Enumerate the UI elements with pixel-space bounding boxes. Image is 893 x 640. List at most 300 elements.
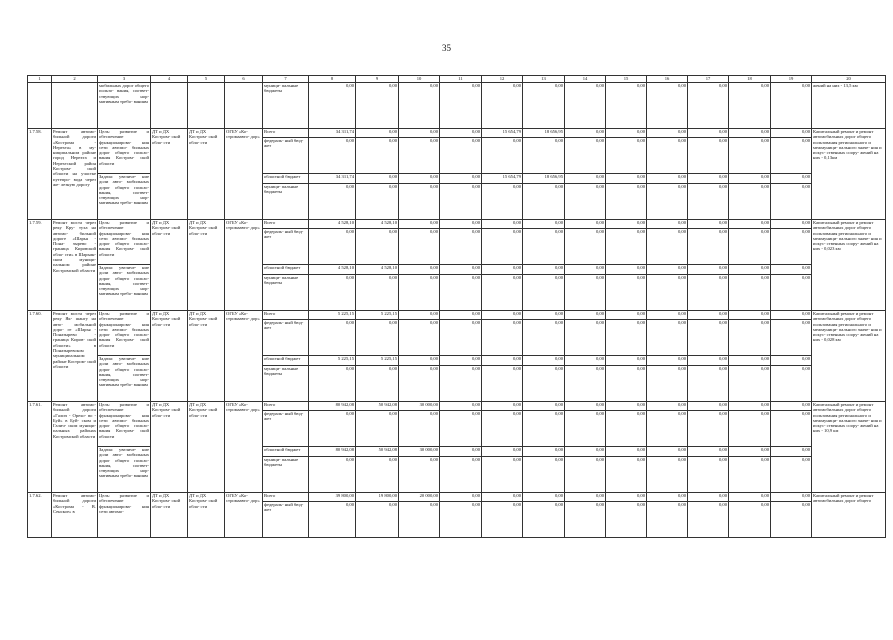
result-cell: жений на них - 13,5 км <box>812 83 886 129</box>
amount-cell: 0,00 <box>606 502 647 538</box>
amount-cell: 0,00 <box>647 265 688 275</box>
task-cell: Задача: увеличе- ние доли авто- мобильных дорог общего пользо- вания, соответ- ствующих нор- мативным требо- ваниям <box>98 174 151 220</box>
amount-cell: 0,00 <box>523 229 565 265</box>
amount-cell: 0,00 <box>606 138 647 174</box>
amount-cell: 0,00 <box>440 366 482 402</box>
amount-cell: 0,00 <box>399 275 440 311</box>
amount-cell: 39 800,00 <box>309 493 356 502</box>
amount-cell: 0,00 <box>606 184 647 220</box>
funding-source-cell: областной бюджет <box>263 356 309 366</box>
amount-cell: 0,00 <box>356 502 399 538</box>
amount-cell: 0,00 <box>729 174 771 184</box>
amount-cell: 0,00 <box>771 129 812 138</box>
amount-cell: 0,00 <box>309 320 356 356</box>
amount-cell: 0,00 <box>482 275 523 311</box>
amount-cell: 0,00 <box>565 411 606 447</box>
amount-cell: 0,00 <box>606 220 647 229</box>
column-number-cell: 13 <box>523 76 565 83</box>
amount-cell: 0,00 <box>523 502 565 538</box>
program-item-row <box>28 311 886 320</box>
amount-cell: 0,00 <box>356 129 399 138</box>
amount-cell: 0,00 <box>771 220 812 229</box>
amount-cell: 0,00 <box>688 402 729 411</box>
contractor-cell: ОГБУ «Ко- стромаавто- дор» <box>225 493 263 538</box>
column-number-cell: 3 <box>98 76 151 83</box>
funding-source-cell: областной бюджет <box>263 265 309 275</box>
amount-cell: 0,00 <box>356 457 399 493</box>
amount-cell: 0,00 <box>729 184 771 220</box>
amount-cell: 0,00 <box>647 184 688 220</box>
amount-cell: 0,00 <box>688 184 729 220</box>
amount-cell: 0,00 <box>440 502 482 538</box>
item-name-cell: Ремонт моста через реку Як- шангу на авто- мобильной доро- ге «Шарья - Поназырево - граница Киров- ской области» в Поназыревском муниципальном районе Костром- ской области <box>52 311 98 402</box>
amount-cell: 0,00 <box>647 83 688 129</box>
amount-cell: 0,00 <box>729 411 771 447</box>
column-number-cell: 14 <box>565 76 606 83</box>
amount-cell: 0,00 <box>606 366 647 402</box>
funding-source-cell: федераль- ный бюд- жет <box>263 138 309 174</box>
amount-cell: 0,00 <box>440 220 482 229</box>
amount-cell: 0,00 <box>356 275 399 311</box>
amount-cell: 0,00 <box>729 220 771 229</box>
funding-source-cell: областной бюджет <box>263 174 309 184</box>
amount-cell: 0,00 <box>440 356 482 366</box>
result-cell: Капитальный ремонт и ремонт автомобильных дорог общего пользования регионального и межмуници- пального значе- ния и искус- ственных соору- жений на них - 0,028 км <box>812 311 886 402</box>
funding-source-cell: муници- пальные бюджеты <box>263 184 309 220</box>
amount-cell: 0,00 <box>565 366 606 402</box>
amount-cell: 0,00 <box>729 83 771 129</box>
executor-cell: ДТ и ДХ Костром- ской обла- сти <box>188 493 225 538</box>
amount-cell: 0,00 <box>606 493 647 502</box>
amount-cell: 0,00 <box>565 83 606 129</box>
amount-cell: 0,00 <box>606 447 647 457</box>
amount-cell: 4 528,10 <box>356 265 399 275</box>
result-cell: Капитальный ремонт и ремонт автомобильных дорог общего пользования регионального и межмуници- пального значе- ния и искус- ственных соору- жений на них - 10,9 км <box>812 402 886 493</box>
amount-cell: 0,00 <box>523 184 565 220</box>
contractor-cell: ОГБУ «Ко- стромаавто- дор» <box>225 220 263 311</box>
amount-cell: 0,00 <box>399 366 440 402</box>
column-number-cell: 20 <box>812 76 886 83</box>
amount-cell: 0,00 <box>523 83 565 129</box>
amount-cell: 34 311,74 <box>309 174 356 184</box>
amount-cell: 0,00 <box>482 229 523 265</box>
funding-source-cell: муници- пальные бюджеты <box>263 275 309 311</box>
amount-cell: 0,00 <box>729 447 771 457</box>
task-cell: Задача: увеличе- ние доли авто- мобильных дорог общего пользо- вания, соответ- ствующих нор- мативным требо- ваниям <box>98 265 151 311</box>
amount-cell: 0,00 <box>309 502 356 538</box>
amount-cell: 0,00 <box>356 366 399 402</box>
amount-cell: 0,00 <box>399 311 440 320</box>
amount-cell: 0,00 <box>565 275 606 311</box>
amount-cell: 0,00 <box>606 320 647 356</box>
amount-cell: 0,00 <box>771 174 812 184</box>
amount-cell: 0,00 <box>356 174 399 184</box>
amount-cell: 0,00 <box>482 447 523 457</box>
amount-cell: 0,00 <box>482 366 523 402</box>
amount-cell: 0,00 <box>440 275 482 311</box>
amount-cell: 0,00 <box>440 174 482 184</box>
amount-cell: 0,00 <box>565 447 606 457</box>
amount-cell: 0,00 <box>565 174 606 184</box>
amount-cell: 0,00 <box>771 366 812 402</box>
amount-cell: 0,00 <box>482 502 523 538</box>
amount-cell: 0,00 <box>565 356 606 366</box>
amount-cell: 0,00 <box>771 184 812 220</box>
item-name-cell: Ремонт моста через реку Кру- туха на автомо- бильной дороге «Шарья - Пона- зырево - граница Кировской обла- сти» в Шарьин- ском муници- пальном районе Костромской области <box>52 220 98 311</box>
amount-cell: 4 528,10 <box>309 220 356 229</box>
funding-source-cell: федераль- ный бюд- жет <box>263 411 309 447</box>
amount-cell: 50 942,08 <box>356 402 399 411</box>
amount-cell: 4 528,10 <box>356 220 399 229</box>
amount-cell: 0,00 <box>309 83 356 129</box>
amount-cell: 0,00 <box>309 366 356 402</box>
amount-cell: 0,00 <box>688 493 729 502</box>
amount-cell: 0,00 <box>729 129 771 138</box>
item-number-cell: 1.7.58. <box>28 129 52 220</box>
amount-cell: 0,00 <box>399 138 440 174</box>
amount-cell: 0,00 <box>565 502 606 538</box>
amount-cell: 0,00 <box>523 457 565 493</box>
amount-cell: 0,00 <box>606 174 647 184</box>
amount-cell: 0,00 <box>647 138 688 174</box>
column-number-cell: 4 <box>151 76 188 83</box>
program-table <box>27 75 886 538</box>
amount-cell: 0,00 <box>771 275 812 311</box>
program-item-row <box>28 220 886 229</box>
amount-cell: 0,00 <box>688 129 729 138</box>
coordinator-cell: ДТ и ДХ Костром- ской обла- сти <box>151 311 188 402</box>
continuation-row <box>28 83 886 129</box>
amount-cell: 0,00 <box>606 411 647 447</box>
amount-cell: 0,00 <box>647 229 688 265</box>
amount-cell: 0,00 <box>647 129 688 138</box>
amount-cell: 0,00 <box>688 229 729 265</box>
contractor-cell: ОГБУ «Ко- стромаавто- дор» <box>225 129 263 220</box>
amount-cell: 0,00 <box>647 411 688 447</box>
amount-cell: 0,00 <box>688 275 729 311</box>
amount-cell: 0,00 <box>523 402 565 411</box>
amount-cell: 0,00 <box>729 502 771 538</box>
funding-source-cell: муници- пальные бюджеты <box>263 457 309 493</box>
amount-cell: 0,00 <box>482 311 523 320</box>
column-number-cell: 17 <box>688 76 729 83</box>
executor-cell: ДТ и ДХ Костром- ской обла- сти <box>188 311 225 402</box>
amount-cell: 0,00 <box>771 311 812 320</box>
amount-cell: 0,00 <box>440 311 482 320</box>
amount-cell: 0,00 <box>688 457 729 493</box>
amount-cell: 0,00 <box>356 138 399 174</box>
executor-cell: ДТ и ДХ Костром- ской обла- сти <box>188 129 225 220</box>
amount-cell: 0,00 <box>647 457 688 493</box>
coordinator-cell <box>151 83 188 129</box>
funding-source-cell: Всего <box>263 402 309 411</box>
amount-cell: 0,00 <box>356 229 399 265</box>
goal-cell: Цель: развитие и обеспечение функционирова- ния сети автомо- бильных дорог общего пользо- вания Костром- ской области <box>98 402 151 447</box>
amount-cell: 0,00 <box>482 265 523 275</box>
amount-cell: 0,00 <box>771 402 812 411</box>
amount-cell: 80 942,08 <box>309 447 356 457</box>
amount-cell: 0,00 <box>399 229 440 265</box>
amount-cell: 5 225,15 <box>356 356 399 366</box>
amount-cell: 0,00 <box>440 457 482 493</box>
executor-cell: ДТ и ДХ Костром- ской обла- сти <box>188 402 225 493</box>
amount-cell: 0,00 <box>399 265 440 275</box>
funding-source-cell: муници- пальные бюджеты <box>263 83 309 129</box>
funding-source-cell: федераль- ный бюд- жет <box>263 229 309 265</box>
amount-cell: 0,00 <box>565 220 606 229</box>
amount-cell: 0,00 <box>771 138 812 174</box>
amount-cell: 0,00 <box>771 493 812 502</box>
amount-cell: 0,00 <box>523 265 565 275</box>
amount-cell: 0,00 <box>440 229 482 265</box>
amount-cell: 0,00 <box>356 320 399 356</box>
amount-cell: 0,00 <box>606 129 647 138</box>
amount-cell: 0,00 <box>565 229 606 265</box>
amount-cell: 0,00 <box>606 356 647 366</box>
amount-cell: 0,00 <box>482 356 523 366</box>
column-number-cell: 18 <box>729 76 771 83</box>
amount-cell: 0,00 <box>688 311 729 320</box>
item-name-cell <box>52 83 98 129</box>
amount-cell: 0,00 <box>565 184 606 220</box>
amount-cell: 0,00 <box>771 411 812 447</box>
amount-cell: 0,00 <box>482 184 523 220</box>
coordinator-cell: ДТ и ДХ Костром- ской обла- сти <box>151 220 188 311</box>
funding-source-cell: областной бюджет <box>263 447 309 457</box>
amount-cell: 30 000,00 <box>399 447 440 457</box>
amount-cell: 0,00 <box>647 502 688 538</box>
column-number-cell: 19 <box>771 76 812 83</box>
amount-cell: 0,00 <box>482 402 523 411</box>
coordinator-cell: ДТ и ДХ Костром- ской обла- сти <box>151 493 188 538</box>
amount-cell: 0,00 <box>399 83 440 129</box>
amount-cell: 34 311,74 <box>309 129 356 138</box>
amount-cell: 15 654,79 <box>482 129 523 138</box>
amount-cell: 0,00 <box>688 138 729 174</box>
column-number-cell: 10 <box>399 76 440 83</box>
item-number-cell: 1.7.60. <box>28 311 52 402</box>
amount-cell: 0,00 <box>647 402 688 411</box>
amount-cell: 0,00 <box>565 311 606 320</box>
column-number-cell: 11 <box>440 76 482 83</box>
amount-cell: 0,00 <box>771 83 812 129</box>
amount-cell: 0,00 <box>482 138 523 174</box>
amount-cell: 0,00 <box>482 220 523 229</box>
amount-cell: 0,00 <box>440 447 482 457</box>
program-item-row <box>28 129 886 138</box>
goal-cell: Цель: развитие и обеспечение функционирова- ния сети автомо- бильных дорог общего пользо- вания Костром- ской области <box>98 129 151 174</box>
amount-cell: 0,00 <box>729 275 771 311</box>
contractor-cell: ОГБУ «Ко- стромаавто- дор» <box>225 402 263 493</box>
executor-cell: ДТ и ДХ Костром- ской обла- сти <box>188 220 225 311</box>
amount-cell: 15 654,79 <box>482 174 523 184</box>
amount-cell: 0,00 <box>440 129 482 138</box>
goal-cell: Цель: развитие и обеспечение функционирова- ния сети автомо- <box>98 493 151 538</box>
executor-cell <box>188 83 225 129</box>
amount-cell: 0,00 <box>309 275 356 311</box>
amount-cell: 0,00 <box>729 320 771 356</box>
amount-cell: 0,00 <box>440 184 482 220</box>
column-number-cell: 9 <box>356 76 399 83</box>
amount-cell: 0,00 <box>771 229 812 265</box>
amount-cell: 0,00 <box>771 457 812 493</box>
column-number-row <box>28 76 886 83</box>
amount-cell: 0,00 <box>523 311 565 320</box>
amount-cell: 0,00 <box>729 138 771 174</box>
amount-cell: 0,00 <box>647 220 688 229</box>
amount-cell: 0,00 <box>771 356 812 366</box>
amount-cell: 0,00 <box>606 457 647 493</box>
amount-cell: 0,00 <box>688 411 729 447</box>
amount-cell: 0,00 <box>399 356 440 366</box>
column-number-cell: 7 <box>263 76 309 83</box>
item-number-cell: 1.7.59. <box>28 220 52 311</box>
amount-cell: 0,00 <box>399 174 440 184</box>
column-number-cell: 5 <box>188 76 225 83</box>
item-name-cell: Ремонт автомо- бильной дороги «Галич - Орехо- во - Буй» в Буй- ском и Галич- ском муници- пальных районах Костромской области <box>52 402 98 493</box>
funding-source-cell: федераль- ный бюд- жет <box>263 502 309 538</box>
amount-cell: 0,00 <box>771 320 812 356</box>
amount-cell: 0,00 <box>729 265 771 275</box>
item-name-cell: Ремонт автомо- бильной дороги «Кострома - Нерехта» в му- ниципальном районе город Нерехта и Нерехтский район Костром- ской области на участке путепро- вода через же- лезную дорогу <box>52 129 98 220</box>
amount-cell: 0,00 <box>565 129 606 138</box>
amount-cell: 5 225,15 <box>309 311 356 320</box>
amount-cell: 5 225,15 <box>309 356 356 366</box>
amount-cell: 0,00 <box>399 457 440 493</box>
amount-cell: 0,00 <box>688 502 729 538</box>
column-number-cell: 1 <box>28 76 52 83</box>
amount-cell: 0,00 <box>606 275 647 311</box>
amount-cell: 0,00 <box>440 83 482 129</box>
amount-cell: 0,00 <box>399 411 440 447</box>
amount-cell: 0,00 <box>606 311 647 320</box>
amount-cell: 0,00 <box>729 493 771 502</box>
amount-cell: 0,00 <box>440 411 482 447</box>
funding-source-cell: Всего <box>263 311 309 320</box>
amount-cell: 0,00 <box>729 366 771 402</box>
funding-source-cell: Всего <box>263 129 309 138</box>
amount-cell: 0,00 <box>688 83 729 129</box>
amount-cell: 0,00 <box>482 320 523 356</box>
column-number-cell: 16 <box>647 76 688 83</box>
item-number-cell <box>28 83 52 129</box>
funding-source-cell: Всего <box>263 220 309 229</box>
amount-cell: 0,00 <box>647 366 688 402</box>
funding-source-cell: Всего <box>263 493 309 502</box>
amount-cell: 19 800,00 <box>356 493 399 502</box>
amount-cell: 0,00 <box>399 320 440 356</box>
amount-cell: 0,00 <box>688 356 729 366</box>
amount-cell: 0,00 <box>523 138 565 174</box>
amount-cell: 0,00 <box>565 265 606 275</box>
amount-cell: 0,00 <box>729 229 771 265</box>
amount-cell: 0,00 <box>440 493 482 502</box>
amount-cell: 0,00 <box>356 411 399 447</box>
amount-cell: 0,00 <box>606 83 647 129</box>
amount-cell: 0,00 <box>309 229 356 265</box>
amount-cell: 0,00 <box>771 447 812 457</box>
funding-source-cell: муници- пальные бюджеты <box>263 366 309 402</box>
amount-cell: 0,00 <box>729 311 771 320</box>
amount-cell: 0,00 <box>523 366 565 402</box>
item-number-cell: 1.7.61. <box>28 402 52 493</box>
amount-cell: 0,00 <box>647 311 688 320</box>
amount-cell: 0,00 <box>440 320 482 356</box>
column-number-cell: 12 <box>482 76 523 83</box>
amount-cell: 5 225,15 <box>356 311 399 320</box>
amount-cell: 18 656,95 <box>523 174 565 184</box>
amount-cell: 0,00 <box>309 184 356 220</box>
task-cell: мобильных дорог общего пользо- вания, соответ- ствующих нор- мативным требо- ваниям <box>98 83 151 129</box>
result-cell: Капитальный ремонт и ремонт автомобильных дорог общего <box>812 493 886 538</box>
amount-cell: 0,00 <box>399 502 440 538</box>
amount-cell: 0,00 <box>647 493 688 502</box>
amount-cell: 0,00 <box>309 457 356 493</box>
goal-cell: Цель: развитие и обеспечение функционирова- ния сети автомо- бильных дорог общего пользо- вания Костром- ской области <box>98 220 151 265</box>
amount-cell: 0,00 <box>606 229 647 265</box>
item-number-cell: 1.7.62. <box>28 493 52 538</box>
coordinator-cell: ДТ и ДХ Костром- ской обла- сти <box>151 402 188 493</box>
amount-cell: 0,00 <box>356 184 399 220</box>
amount-cell: 0,00 <box>482 83 523 129</box>
task-cell: Задача: увеличе- ние доли авто- мобильных дорог общего пользо- вания, соответ- ствующих нор- мативным требо- ваниям <box>98 447 151 493</box>
goal-cell: Цель: развитие и обеспечение функционирова- ния сети автомо- бильных дорог общего пользо- вания Костром- ской области <box>98 311 151 356</box>
amount-cell: 0,00 <box>606 402 647 411</box>
amount-cell: 0,00 <box>565 320 606 356</box>
amount-cell: 0,00 <box>356 83 399 129</box>
amount-cell: 0,00 <box>565 493 606 502</box>
column-number-cell: 6 <box>225 76 263 83</box>
page-number: 35 <box>442 43 451 53</box>
amount-cell: 0,00 <box>523 320 565 356</box>
amount-cell: 0,00 <box>565 402 606 411</box>
amount-cell: 0,00 <box>399 220 440 229</box>
amount-cell: 0,00 <box>482 457 523 493</box>
contractor-cell <box>225 83 263 129</box>
amount-cell: 20 000,00 <box>399 493 440 502</box>
amount-cell: 0,00 <box>729 402 771 411</box>
amount-cell: 18 656,95 <box>523 129 565 138</box>
column-number-cell: 8 <box>309 76 356 83</box>
amount-cell: 0,00 <box>688 220 729 229</box>
amount-cell: 0,00 <box>440 265 482 275</box>
amount-cell: 0,00 <box>771 502 812 538</box>
amount-cell: 0,00 <box>523 411 565 447</box>
amount-cell: 0,00 <box>647 320 688 356</box>
amount-cell: 0,00 <box>606 265 647 275</box>
amount-cell: 0,00 <box>399 129 440 138</box>
amount-cell: 0,00 <box>482 493 523 502</box>
amount-cell: 0,00 <box>440 402 482 411</box>
amount-cell: 0,00 <box>565 457 606 493</box>
amount-cell: 0,00 <box>482 411 523 447</box>
amount-cell: 0,00 <box>688 320 729 356</box>
amount-cell: 0,00 <box>688 174 729 184</box>
amount-cell: 0,00 <box>688 265 729 275</box>
program-item-row <box>28 402 886 411</box>
program-item-row <box>28 493 886 502</box>
amount-cell: 0,00 <box>688 366 729 402</box>
amount-cell: 0,00 <box>523 447 565 457</box>
amount-cell: 0,00 <box>309 411 356 447</box>
amount-cell: 0,00 <box>523 356 565 366</box>
column-number-cell: 15 <box>606 76 647 83</box>
amount-cell: 0,00 <box>729 457 771 493</box>
amount-cell: 0,00 <box>523 493 565 502</box>
amount-cell: 0,00 <box>729 356 771 366</box>
task-cell: Задача: увеличе- ние доли авто- мобильных дорог общего пользо- вания, соответ- ствующих нор- мативным требо- ваниям <box>98 356 151 402</box>
amount-cell: 0,00 <box>647 275 688 311</box>
